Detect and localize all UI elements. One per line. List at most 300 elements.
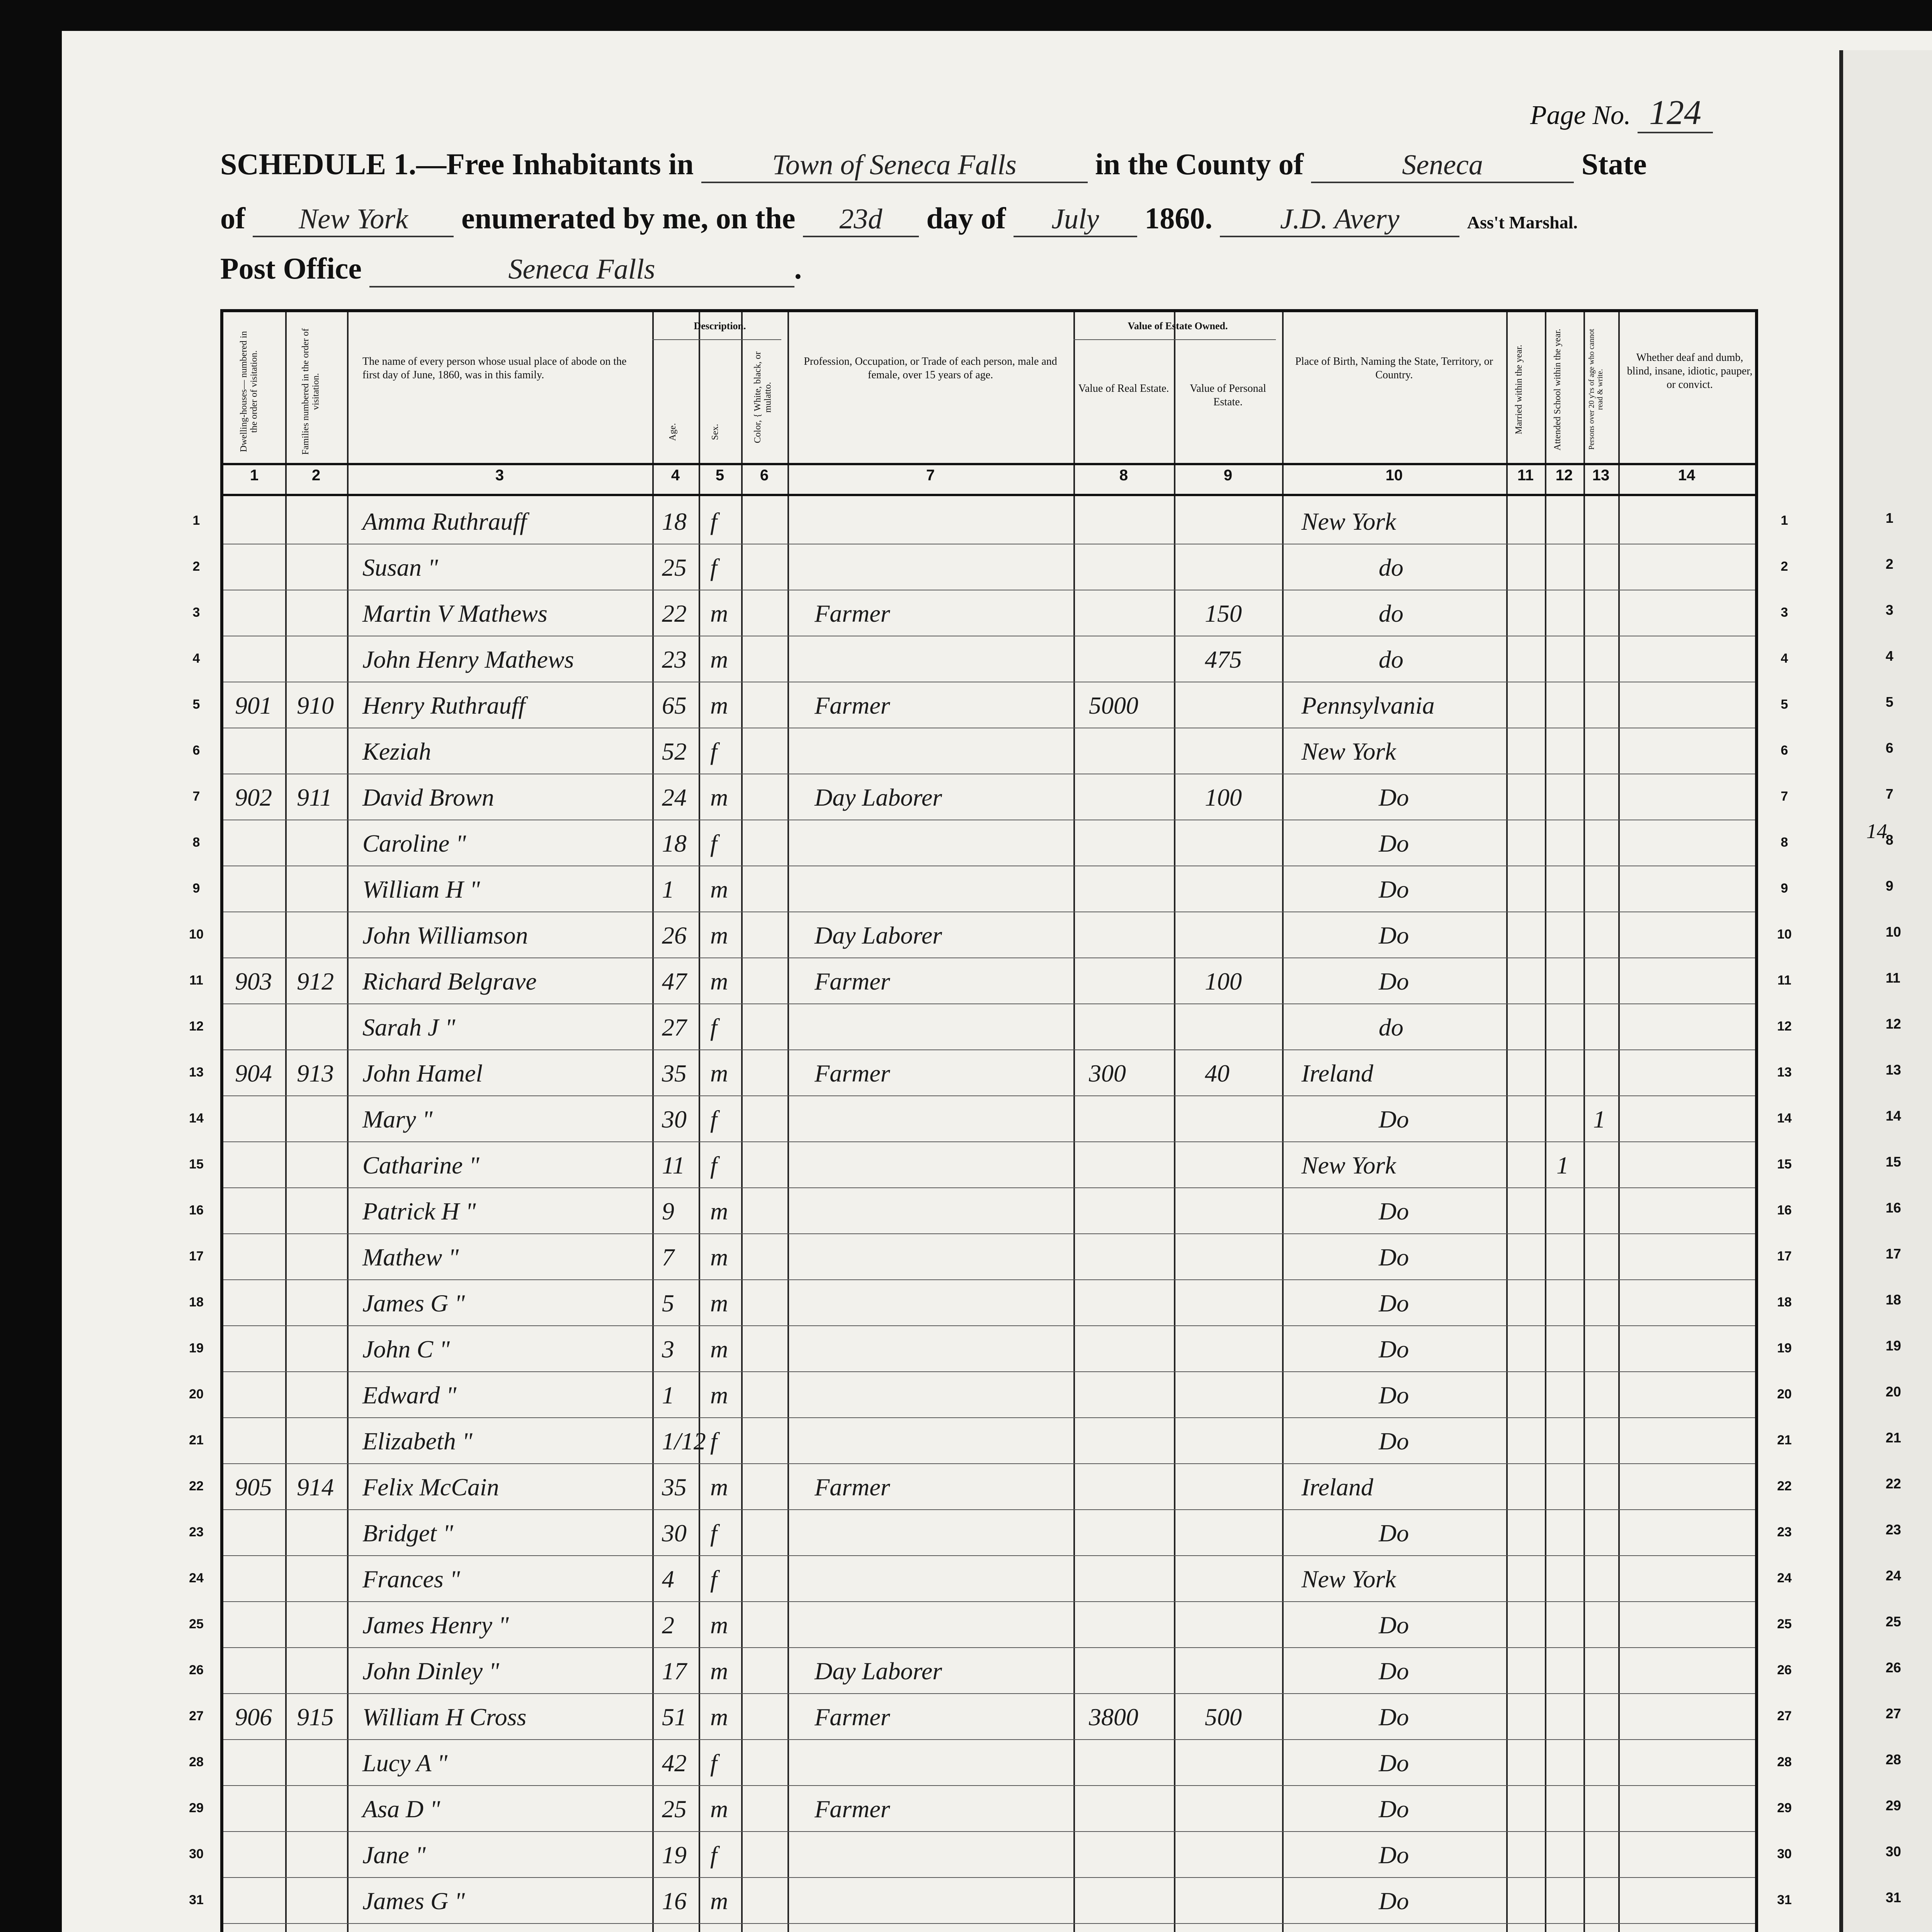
age: 16 — [662, 1887, 687, 1915]
family-number: 912 — [297, 968, 334, 995]
occupation: Farmer — [815, 1795, 890, 1823]
marshal-field: J.D. Avery — [1220, 203, 1459, 237]
dwelling-number: 903 — [235, 968, 272, 995]
age: 1 — [662, 1381, 674, 1409]
state-field: New York — [253, 203, 454, 237]
place-field: Town of Seneca Falls — [701, 149, 1088, 183]
person-name: Lucy A " — [362, 1749, 448, 1777]
adjacent-row-number: 21 — [1886, 1430, 1901, 1446]
person-name: John Williamson — [362, 922, 528, 949]
sex: f — [710, 1427, 717, 1455]
age: 27 — [662, 1014, 687, 1041]
row-number: 22 — [189, 1479, 204, 1493]
of-label: of — [220, 201, 245, 235]
adjacent-row-number: 23 — [1886, 1522, 1901, 1537]
sex: f — [710, 830, 717, 857]
age: 3 — [662, 1335, 674, 1363]
column-number: 9 — [1223, 467, 1233, 484]
adjacent-row-number: 20 — [1886, 1384, 1901, 1400]
col12-header: Attended School within the year. — [1553, 328, 1563, 451]
row-number: 17 — [189, 1249, 204, 1264]
column-number: 5 — [715, 467, 724, 484]
person-name: Martin V Mathews — [362, 600, 548, 627]
column-number: 10 — [1385, 467, 1403, 484]
col14-header: Whether deaf and dumb, blind, insane, idiotic, pauper, or convict. — [1627, 352, 1753, 391]
birth-place: New York — [1301, 508, 1396, 535]
person-name: Asa D " — [362, 1795, 440, 1823]
column-number: 3 — [495, 467, 504, 484]
row-number: 18 — [1777, 1295, 1792, 1310]
birth-place: Ireland — [1301, 1473, 1374, 1501]
marshal-label: Ass't Marshal. — [1467, 213, 1578, 232]
person-name: John Henry Mathews — [362, 646, 574, 673]
birth-place: Do — [1379, 830, 1409, 857]
row-number: 22 — [1777, 1479, 1792, 1493]
adjacent-row-number: 31 — [1886, 1889, 1901, 1905]
occupation: Day Laborer — [815, 1657, 942, 1685]
row-number: 4 — [192, 651, 200, 666]
county-field: Seneca — [1311, 149, 1574, 183]
adjacent-row-number: 14 — [1886, 1108, 1901, 1124]
dwelling-number: 901 — [235, 692, 272, 719]
person-name: James G " — [362, 1887, 465, 1915]
birth-place: Do — [1379, 1243, 1409, 1271]
census-table — [189, 309, 1792, 1932]
enumeration-line — [220, 201, 1578, 237]
age: 23 — [662, 646, 687, 673]
column-number: 14 — [1678, 467, 1696, 484]
schedule-title-line — [220, 147, 1647, 183]
sex: f — [710, 1105, 717, 1133]
sex: m — [710, 1289, 728, 1317]
row-number: 8 — [192, 835, 200, 850]
person-name: Elizabeth " — [362, 1427, 473, 1455]
occupation: Farmer — [815, 1473, 890, 1501]
page-number — [1530, 93, 1713, 133]
row-number: 24 — [189, 1571, 204, 1585]
adjacent-row-number: 5 — [1886, 694, 1894, 710]
birth-place: Do — [1379, 1289, 1409, 1317]
estate-header: Value of Estate Owned. — [1128, 320, 1228, 332]
year-label: 1860. — [1145, 201, 1213, 235]
person-name: Jane " — [362, 1841, 426, 1869]
birth-place: Do — [1379, 1519, 1409, 1547]
adjacent-row-number: 1 — [1886, 510, 1894, 526]
row-number: 24 — [1777, 1571, 1792, 1585]
age: 30 — [662, 1105, 687, 1133]
row-number: 6 — [1781, 743, 1788, 758]
adjacent-row-number: 2 — [1886, 556, 1894, 572]
person-name: John Hamel — [362, 1060, 483, 1087]
birth-place: New York — [1301, 738, 1396, 765]
adjacent-row-number: 30 — [1886, 1844, 1901, 1859]
post-office-field: Seneca Falls — [369, 253, 794, 287]
birth-place: Do — [1379, 922, 1409, 949]
column-number: 13 — [1592, 467, 1610, 484]
column-number: 1 — [250, 467, 259, 484]
age: 1 — [662, 876, 674, 903]
person-name: Keziah — [362, 738, 431, 765]
cannot-read-mark: 1 — [1593, 1105, 1605, 1133]
age: 65 — [662, 692, 687, 719]
adjacent-row-number: 7 — [1886, 786, 1894, 802]
age: 17 — [662, 1657, 687, 1685]
adjacent-row-number: 15 — [1886, 1154, 1901, 1170]
row-number: 6 — [192, 743, 200, 758]
sex: m — [710, 1703, 728, 1731]
family-number: 910 — [297, 692, 334, 719]
adjacent-page-edge — [1839, 50, 1932, 1932]
day-field: 23d — [803, 203, 919, 237]
person-name: Patrick H " — [362, 1197, 476, 1225]
age: 26 — [662, 922, 687, 949]
row-number: 11 — [1777, 973, 1791, 988]
person-name: Bridget " — [362, 1519, 453, 1547]
birth-place: do — [1379, 1014, 1403, 1041]
column-number: 8 — [1119, 467, 1128, 484]
adjacent-row-number: 3 — [1886, 602, 1894, 618]
personal-estate-value: 150 — [1205, 600, 1242, 627]
sex: m — [710, 1060, 728, 1087]
adjacent-row-number: 10 — [1886, 924, 1901, 940]
birth-place: Do — [1379, 1381, 1409, 1409]
person-name: James G " — [362, 1289, 465, 1317]
adjacent-row-number: 25 — [1886, 1614, 1901, 1629]
birth-place: do — [1379, 646, 1403, 673]
county-label: in the County of — [1095, 147, 1304, 181]
column-number: 12 — [1555, 467, 1573, 484]
row-number: 2 — [192, 559, 200, 574]
age: 42 — [662, 1749, 687, 1777]
occupation: Day Laborer — [815, 784, 942, 811]
age: 47 — [662, 968, 687, 995]
person-name: Edward " — [362, 1381, 457, 1409]
column-number: 6 — [760, 467, 769, 484]
sex: f — [710, 1749, 717, 1777]
description-header: Description. — [694, 320, 746, 332]
age: 25 — [662, 1795, 687, 1823]
adjacent-row-number: 29 — [1886, 1798, 1901, 1813]
birth-place: do — [1379, 554, 1403, 581]
row-number: 10 — [189, 927, 204, 942]
birth-place: Do — [1379, 1427, 1409, 1455]
column-number: 7 — [926, 467, 935, 484]
real-estate-value: 5000 — [1089, 692, 1138, 719]
row-number: 21 — [189, 1433, 204, 1447]
row-number: 12 — [1777, 1019, 1792, 1034]
age: 35 — [662, 1473, 687, 1501]
person-name: Richard Belgrave — [362, 968, 537, 995]
family-number: 914 — [297, 1473, 334, 1501]
age: 52 — [662, 738, 687, 765]
row-number: 10 — [1777, 927, 1792, 942]
personal-estate-value: 40 — [1205, 1060, 1230, 1087]
page-number-label: Page No. — [1530, 100, 1631, 130]
margin-note: 14 — [1866, 820, 1887, 843]
sex: f — [710, 508, 717, 535]
sex: m — [710, 1197, 728, 1225]
row-number: 30 — [189, 1847, 204, 1861]
birth-place: Ireland — [1301, 1060, 1374, 1087]
occupation: Farmer — [815, 692, 890, 719]
birth-place: Do — [1379, 1105, 1409, 1133]
adjacent-row-number: 12 — [1886, 1016, 1901, 1032]
birth-place: do — [1379, 600, 1403, 627]
row-number: 30 — [1777, 1847, 1792, 1861]
person-name: James Henry " — [362, 1611, 509, 1639]
age: 51 — [662, 1703, 687, 1731]
birth-place: Do — [1379, 1611, 1409, 1639]
age: 22 — [662, 600, 687, 627]
sex: m — [710, 600, 728, 627]
age: 2 — [662, 1611, 674, 1639]
row-number: 27 — [189, 1709, 204, 1723]
person-name: Catharine " — [362, 1151, 480, 1179]
age: 24 — [662, 784, 687, 811]
dwelling-number: 902 — [235, 784, 272, 811]
row-number: 23 — [1777, 1525, 1792, 1539]
row-number: 16 — [189, 1203, 204, 1218]
sex: m — [710, 1335, 728, 1363]
month-field: July — [1014, 203, 1137, 237]
row-number: 15 — [189, 1157, 204, 1172]
row-number: 1 — [1781, 513, 1788, 528]
birth-place: Do — [1379, 1703, 1409, 1731]
birth-place: Do — [1379, 1335, 1409, 1363]
age: 18 — [662, 830, 687, 857]
birth-place: Do — [1379, 1795, 1409, 1823]
sex: m — [710, 784, 728, 811]
age: 7 — [662, 1243, 674, 1271]
age: 5 — [662, 1289, 674, 1317]
age: 30 — [662, 1519, 687, 1547]
sex: m — [710, 876, 728, 903]
occupation: Farmer — [815, 600, 890, 627]
row-number: 12 — [189, 1019, 204, 1034]
sex: m — [710, 922, 728, 949]
person-name: Felix McCain — [362, 1473, 499, 1501]
adjacent-row-number: 16 — [1886, 1200, 1901, 1216]
sex: m — [710, 646, 728, 673]
adjacent-row-number: 18 — [1886, 1292, 1901, 1308]
age: 1/12 — [662, 1427, 706, 1455]
row-number: 16 — [1777, 1203, 1792, 1218]
col3-header: The name of every person whose usual place of abode on the first day of June, 1860, was in this family. — [362, 355, 627, 381]
person-name: Frances " — [362, 1565, 460, 1593]
col5-header: Sex. — [710, 424, 720, 440]
person-name: John Dinley " — [362, 1657, 499, 1685]
row-number: 29 — [189, 1801, 204, 1815]
row-number: 11 — [189, 973, 203, 988]
col2-header: Families numbered in the order of visitation. — [301, 328, 321, 455]
adjacent-row-number: 19 — [1886, 1338, 1901, 1354]
row-number: 27 — [1777, 1709, 1792, 1723]
col6-header: Color, { White, black, or mulatto. — [753, 351, 773, 443]
dwelling-number: 904 — [235, 1060, 272, 1087]
birth-place: Do — [1379, 1657, 1409, 1685]
person-name: Henry Ruthrauff — [362, 692, 526, 719]
col10-header: Place of Birth, Naming the State, Territory, or Country. — [1295, 355, 1493, 381]
row-number: 19 — [1777, 1341, 1792, 1355]
col8-header: Value of Real Estate. — [1078, 383, 1169, 395]
sex: f — [710, 1841, 717, 1869]
adjacent-row-number: 26 — [1886, 1660, 1901, 1675]
birth-place: Do — [1379, 1841, 1409, 1869]
occupation: Day Laborer — [815, 922, 942, 949]
adjacent-row-number: 4 — [1886, 648, 1894, 664]
family-number: 911 — [297, 784, 332, 811]
sex: f — [710, 1565, 717, 1593]
state-label: State — [1581, 147, 1647, 181]
occupation: Farmer — [815, 968, 890, 995]
row-number: 18 — [189, 1295, 204, 1310]
row-number: 31 — [1777, 1893, 1792, 1907]
personal-estate-value: 475 — [1205, 646, 1242, 673]
row-number: 25 — [189, 1617, 204, 1631]
row-number: 2 — [1781, 559, 1788, 574]
row-number: 8 — [1781, 835, 1788, 850]
column-number: 11 — [1517, 467, 1534, 484]
column-number: 4 — [671, 467, 680, 484]
sex: m — [710, 1657, 728, 1685]
age: 11 — [662, 1151, 685, 1179]
row-number: 28 — [1777, 1755, 1792, 1769]
birth-place: Do — [1379, 1197, 1409, 1225]
col4-header: Age. — [668, 423, 678, 441]
adjacent-row-number: 24 — [1886, 1568, 1901, 1583]
row-number: 5 — [192, 697, 200, 712]
column-number: 2 — [311, 467, 321, 484]
person-name: Amma Ruthrauff — [362, 508, 527, 535]
birth-place: Do — [1379, 968, 1409, 995]
occupation: Farmer — [815, 1703, 890, 1731]
birth-place: Pennsylvania — [1301, 692, 1435, 719]
occupation: Farmer — [815, 1060, 890, 1087]
row-number: 25 — [1777, 1617, 1792, 1631]
row-number: 15 — [1777, 1157, 1792, 1172]
age: 19 — [662, 1841, 687, 1869]
post-office-label: Post Office — [220, 252, 362, 285]
row-number: 26 — [189, 1663, 204, 1677]
person-name: William H " — [362, 876, 480, 903]
age: 35 — [662, 1060, 687, 1087]
row-number: 13 — [189, 1065, 204, 1080]
family-number: 915 — [297, 1703, 334, 1731]
dwelling-number: 905 — [235, 1473, 272, 1501]
row-number: 20 — [189, 1387, 204, 1401]
sex: m — [710, 1243, 728, 1271]
row-number: 7 — [1781, 789, 1788, 804]
person-name: Susan " — [362, 554, 438, 581]
person-name: Mathew " — [362, 1243, 459, 1271]
row-number: 14 — [1777, 1111, 1792, 1126]
person-name: David Brown — [362, 784, 494, 811]
row-number: 3 — [192, 605, 200, 620]
enumerated-label: enumerated by me, on the — [461, 201, 796, 235]
adjacent-row-number: 17 — [1886, 1246, 1901, 1262]
age: 25 — [662, 554, 687, 581]
birth-place: Do — [1379, 1887, 1409, 1915]
row-number: 20 — [1777, 1387, 1792, 1401]
row-number: 21 — [1777, 1433, 1792, 1447]
row-number: 7 — [192, 789, 200, 804]
person-name: Mary " — [362, 1105, 433, 1133]
sex: m — [710, 1473, 728, 1501]
row-number: 14 — [189, 1111, 204, 1126]
adjacent-row-number: 22 — [1886, 1476, 1901, 1492]
sex: f — [710, 738, 717, 765]
row-number: 19 — [189, 1341, 204, 1355]
col1-header: Dwelling-houses— numbered in the order of visitation. — [239, 331, 259, 452]
real-estate-value: 300 — [1089, 1060, 1126, 1087]
col7-header: Profession, Occupation, or Trade of each person, male and female, over 15 years of age. — [804, 355, 1057, 381]
schedule-title: SCHEDULE 1.—Free Inhabitants in — [220, 147, 694, 181]
adjacent-row-number: 27 — [1886, 1706, 1901, 1721]
birth-place: New York — [1301, 1565, 1396, 1593]
birth-place: Do — [1379, 1749, 1409, 1777]
personal-estate-value: 100 — [1205, 784, 1242, 811]
adjacent-row-number: 11 — [1886, 970, 1901, 986]
sex: m — [710, 1381, 728, 1409]
row-number: 23 — [189, 1525, 204, 1539]
sex: m — [710, 1887, 728, 1915]
birth-place: Do — [1379, 876, 1409, 903]
row-number: 29 — [1777, 1801, 1792, 1815]
row-number: 31 — [189, 1893, 204, 1907]
sex: m — [710, 968, 728, 995]
birth-place: New York — [1301, 1151, 1396, 1179]
row-number: 9 — [1781, 881, 1788, 896]
post-office-line: Post Office Seneca Falls . — [220, 251, 802, 287]
sex: f — [710, 1519, 717, 1547]
row-number: 17 — [1777, 1249, 1792, 1264]
personal-estate-value: 100 — [1205, 968, 1242, 995]
age: 18 — [662, 508, 687, 535]
family-number: 913 — [297, 1060, 334, 1087]
row-number: 9 — [192, 881, 200, 896]
adjacent-row-number: 6 — [1886, 740, 1894, 756]
page-number-value: 124 — [1638, 94, 1713, 133]
personal-estate-value: 500 — [1205, 1703, 1242, 1731]
age: 9 — [662, 1197, 674, 1225]
adjacent-row-number: 9 — [1886, 878, 1894, 894]
birth-place: Do — [1379, 784, 1409, 811]
dwelling-number: 906 — [235, 1703, 272, 1731]
sex: m — [710, 692, 728, 719]
adjacent-row-number: 8 — [1886, 832, 1894, 848]
day-of-label: day of — [926, 201, 1006, 235]
adjacent-row-number: 13 — [1886, 1062, 1901, 1078]
col13-header: Persons over 20 y'rs of age who cannot read & write. — [1587, 329, 1604, 450]
sex: f — [710, 1014, 717, 1041]
row-number: 5 — [1781, 697, 1788, 712]
person-name: Caroline " — [362, 830, 466, 857]
sex: m — [710, 1611, 728, 1639]
row-number: 13 — [1777, 1065, 1792, 1080]
school-mark: 1 — [1556, 1151, 1569, 1179]
adjacent-row-number: 28 — [1886, 1752, 1901, 1767]
sex: m — [710, 1795, 728, 1823]
age: 4 — [662, 1565, 674, 1593]
row-number: 28 — [189, 1755, 204, 1769]
row-number: 1 — [192, 513, 200, 528]
person-name: John C " — [362, 1335, 450, 1363]
col11-header: Married within the year. — [1514, 345, 1524, 434]
col9-header: Value of Personal Estate. — [1190, 383, 1266, 408]
row-number: 26 — [1777, 1663, 1792, 1677]
sex: f — [710, 554, 717, 581]
person-name: William H Cross — [362, 1703, 527, 1731]
